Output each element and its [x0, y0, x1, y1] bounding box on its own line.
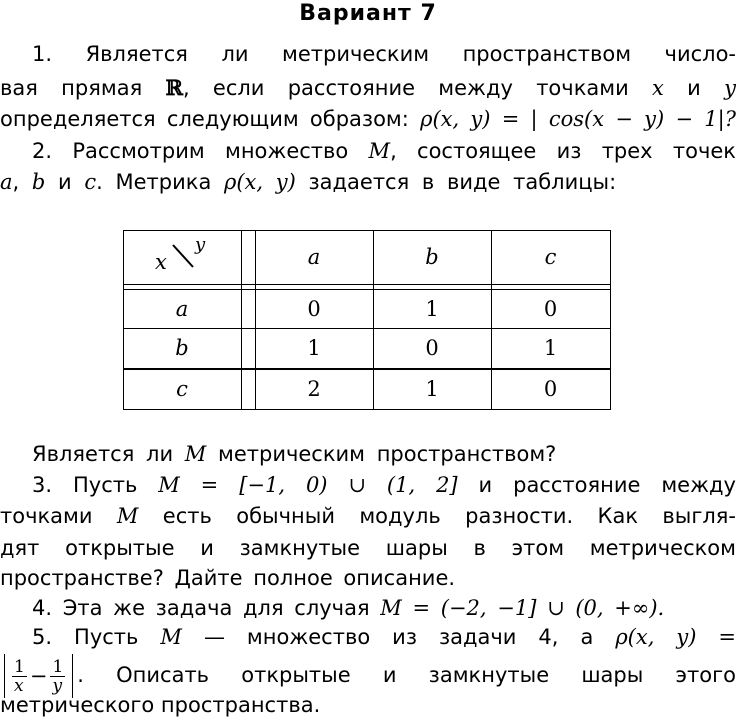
problem-3-text-2b: есть обычный модуль разности. Как выгля-: [162, 504, 736, 528]
point-c: c: [84, 170, 97, 194]
problem-3-line-1: [0, 470, 736, 500]
problem-3-text-4: пространстве? Дайте полное описание.: [0, 566, 456, 590]
problem-3-text-1: Пусть: [72, 473, 138, 497]
col-header-c: c: [544, 245, 557, 269]
table-cell: 1: [425, 296, 439, 321]
col-header-a: a: [307, 245, 321, 269]
real-line-symbol: ℝ: [165, 75, 183, 100]
problem-3-text-2a: точками: [0, 504, 93, 528]
corner-diagonal-icon: [171, 242, 197, 270]
problem-2-text-2: . Метрика: [96, 170, 212, 194]
problem-5-text-1b: — множество из задачи 4, а: [203, 625, 594, 649]
question-text-a: Является ли: [32, 442, 174, 466]
problem-3-text-1b: и расстояние между: [478, 473, 736, 497]
problem-1-line-3: [0, 104, 736, 134]
table-cell: 1: [425, 377, 439, 401]
problem-3-line-3: [0, 533, 736, 563]
var-x: x: [652, 76, 664, 100]
variant-title: Вариант 7: [299, 1, 437, 26]
problem-3-line-4: [0, 563, 736, 593]
problem-4-line: [0, 593, 736, 623]
row-header-c: c: [176, 377, 188, 401]
question-text-b: метрическим пространством?: [218, 442, 557, 466]
fraction-1-over-y: [50, 658, 65, 695]
minus-sign: −: [29, 664, 48, 688]
problem-1-text-2a: вая прямая: [0, 76, 143, 100]
problem-1-text-1: Является ли метрическим пространством число-: [85, 42, 736, 66]
corner-x: x: [155, 250, 167, 274]
table-cell: 1: [543, 336, 558, 360]
problem-1-text-2b: , если расстояние между точками: [182, 76, 629, 100]
problem-1-line-2: [0, 73, 736, 103]
set-M: M: [368, 139, 391, 163]
problem-5-formula: ρ(x, y) =: [615, 625, 736, 649]
problem-4-text: 4. Эта же задача для случая: [32, 596, 370, 620]
problem-2-and: и: [58, 170, 72, 194]
table-corner-cell: [123, 230, 241, 284]
fraction-2-denominator: y: [52, 675, 63, 696]
problem-5-text-3: метрического пространства.: [0, 693, 321, 717]
problem-5-set-M: M: [160, 625, 182, 649]
point-b: b: [31, 170, 46, 194]
problem-1-formula: ρ(x, y) = | cos(x − y) − 1|?: [420, 107, 736, 131]
problem-4-formula: M = (−2, −1] ∪ (0, +∞).: [380, 596, 665, 620]
problem-2-text-2b: задается в виде таблицы:: [308, 170, 617, 194]
table-cell: 0: [425, 336, 439, 360]
comma: ,: [12, 170, 20, 194]
problem-5-number: 5.: [32, 625, 53, 649]
question-set-M: M: [184, 442, 207, 466]
problem-1-and: и: [687, 76, 701, 100]
problem-2-line-2: [0, 167, 736, 197]
fraction-1-numerator: 1: [14, 656, 25, 677]
fraction-1-denominator: x: [14, 675, 24, 696]
problem-2-question: [0, 439, 736, 469]
problem-5-line-3: [0, 690, 736, 720]
table-cell: 0: [543, 296, 558, 321]
table-cell: 2: [307, 377, 321, 401]
problem-2-text-1: 2. Рассмотрим множество: [32, 139, 349, 163]
problem-5-text-1: Пусть: [74, 625, 139, 649]
row-header-b: b: [175, 336, 189, 360]
problem-1-text-3: определяется следующим образом:: [0, 107, 409, 131]
metric-table: [123, 230, 611, 410]
row-header-a: a: [175, 296, 189, 321]
problem-5-text-2: . Описать открытые и замкнутые шары этого: [77, 663, 736, 687]
metric-rho: ρ(x, y): [224, 170, 296, 194]
problem-3-text-3: дят открытые и замкнутые шары в этом метрическом: [0, 536, 736, 560]
table-cell: 1: [307, 336, 321, 360]
problem-3-number: 3.: [32, 473, 53, 497]
var-y: y: [724, 76, 736, 100]
table-cell: 0: [543, 377, 558, 401]
problem-5-line-1: [0, 622, 736, 652]
fraction-1-over-x: [12, 658, 27, 695]
problem-1-number: 1.: [32, 42, 53, 66]
problem-1-line-1: [0, 39, 736, 69]
table-cell: 0: [307, 296, 321, 321]
corner-y: y: [195, 234, 206, 255]
point-a: a: [0, 170, 13, 194]
fraction-2-numerator: 1: [52, 656, 64, 677]
problem-2-text-1b: , состоящее из трех точек: [390, 139, 736, 163]
problem-2-line-1: [0, 136, 736, 166]
col-header-b: b: [425, 245, 439, 269]
problem-3-set-M: M: [116, 504, 139, 528]
problem-3-line-2: [0, 501, 736, 531]
problem-3-formula: M = [−1, 0) ∪ (1, 2]: [158, 473, 458, 497]
